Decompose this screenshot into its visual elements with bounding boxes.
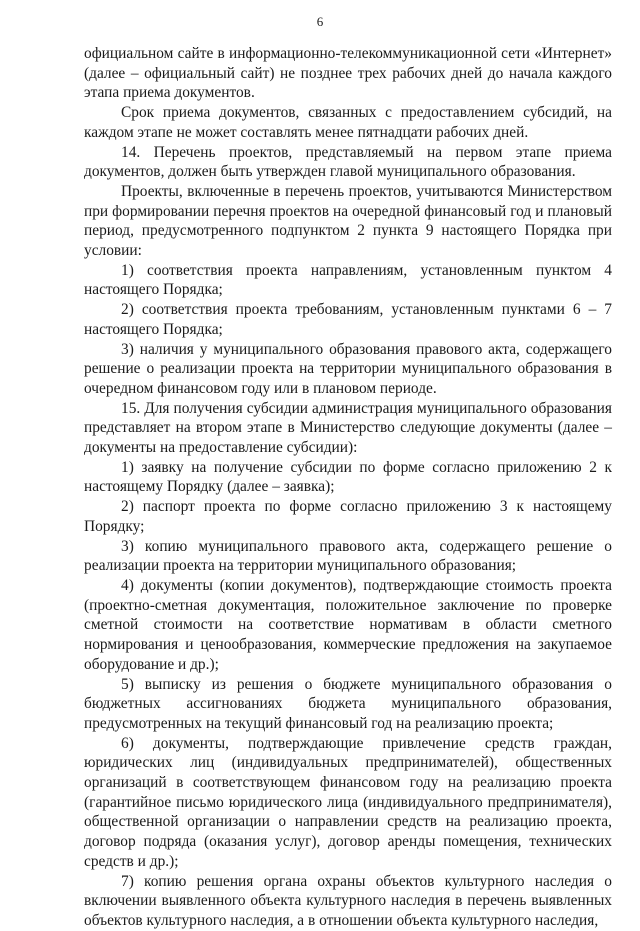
paragraph: 4) документы (копии документов), подтверждающие стоимость проекта (проектно-сметная документация, положительное заключение по проверке сметной стоимости на соответствие нормативам в области сметного нормирования и ценообразования, коммерческие предложения на закупаемое оборудование и др.); bbox=[84, 576, 612, 673]
paragraph: официальном сайте в информационно-телекоммуникационной сети «Интернет» (далее – официальный сайт) не позднее трех рабочих дней до начала каждого этапа приема документов. bbox=[84, 45, 612, 102]
paragraph: Проекты, включенные в перечень проектов, учитываются Министерством при формировании перечня проектов на очередной финансовый год и плановый период, предусмотренного подпунктом 2 пункта 9 настоящего Порядка при условии: bbox=[84, 182, 612, 260]
paragraph: 3) копию муниципального правового акта, содержащего решение о реализации проекта на территории муниципального образования; bbox=[84, 537, 612, 575]
paragraph: 2) паспорт проекта по форме согласно приложению 3 к настоящему Порядку; bbox=[84, 498, 612, 535]
paragraph: 5) выписку из решения о бюджете муниципального образования о бюджетных ассигнованиях бюджета муниципального образования, предусмотренных на текущий финансовый год на реализацию проекта; bbox=[84, 675, 612, 732]
page-number: 6 bbox=[316, 14, 324, 29]
paragraph: 14. Перечень проектов, представляемый на первом этапе приема документов, должен быть утвержден главой муниципального образования. bbox=[84, 143, 612, 181]
paragraph: 15. Для получения субсидии администрация муниципального образования представляет на втором этапе в Министерство следующие документы (далее – документы на предоставление субсидии): bbox=[84, 399, 612, 457]
paragraph: 1) заявку на получение субсидии по форме согласно приложению 2 к настоящему Порядку (далее – заявка); bbox=[84, 458, 612, 496]
paragraph: Срок приема документов, связанных с предоставлением субсидий, на каждом этапе не может составлять менее пятнадцати рабочих дней. bbox=[84, 104, 612, 141]
paragraph: 3) наличия у муниципального образования правового акта, содержащего решение о реализации проекта на территории муниципального образования в очередном финансовом году или в плановом периоде. bbox=[84, 340, 612, 397]
paragraph: 2) соответствия проекта требованиям, установленным пунктами 6 – 7 настоящего Порядка; bbox=[84, 301, 612, 338]
paragraph: 6) документы, подтверждающие привлечение средств граждан, юридических лиц (индивидуальных предпринимателей), общественных организаций в соответствующем финансовом году на реализацию проекта (гарантийное письмо юридического лица (индивидуального предпринимателя), общественной организации о направлении средств на реализацию проекта, договор подряда (оказания услуг), договор аренды помещения, технических средств и др.); bbox=[84, 734, 612, 870]
paragraph: 1) соответствия проекта направлениям, установленным пунктом 4 настоящего Порядка; bbox=[84, 261, 612, 299]
document-body bbox=[84, 44, 612, 931]
paragraph: 7) копию решения органа охраны объектов культурного наследия о включении выявленного объекта культурного наследия в перечень выявленных объектов культурного наследия, а в отношении объекта культурного наследия, bbox=[84, 872, 612, 929]
